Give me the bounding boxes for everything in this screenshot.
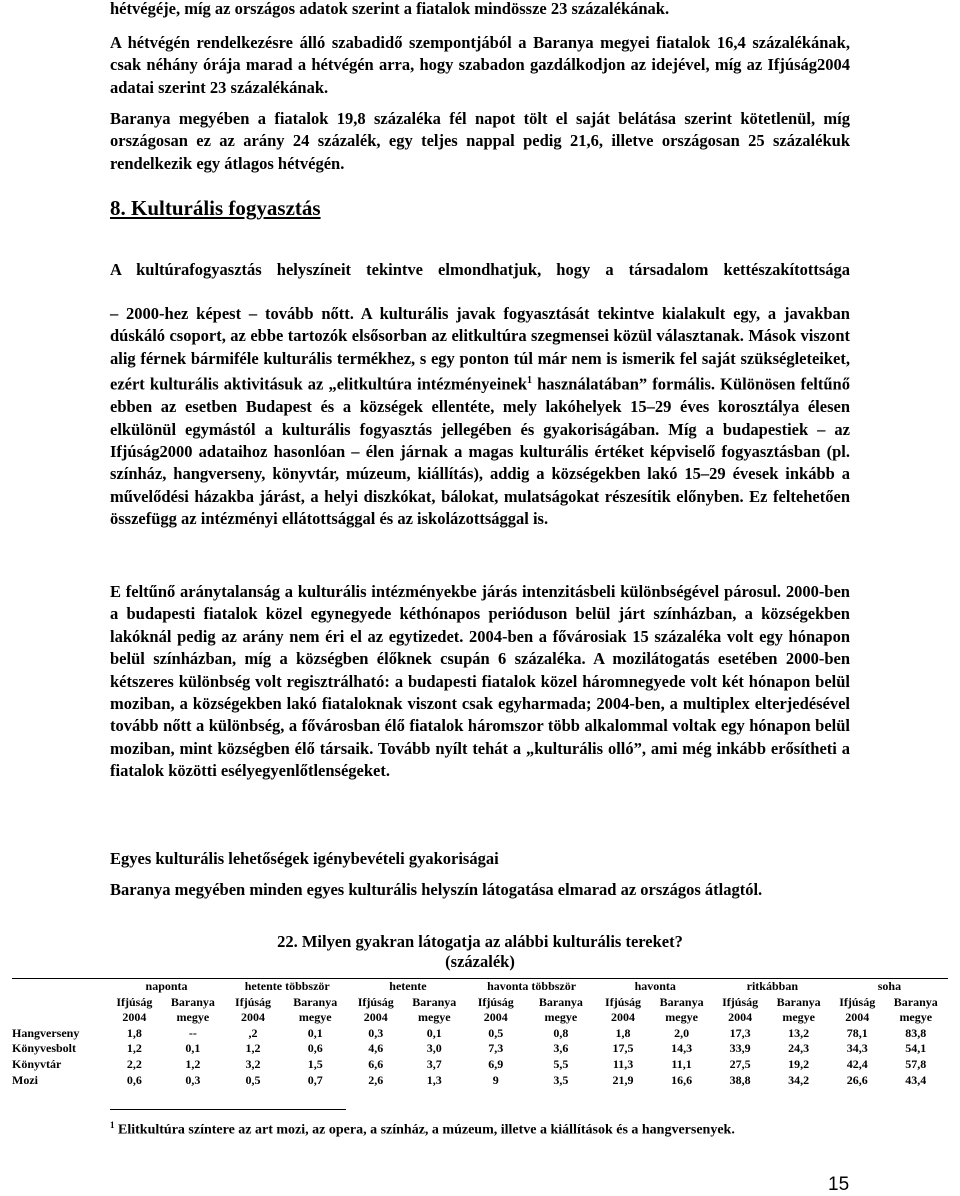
- table-title-line2: (százalék): [445, 952, 515, 971]
- table-cell: 3,0: [426, 1041, 442, 1056]
- caption-baranya: Baranya megyében minden egyes kulturális helyszín látogatása elmarad az országos átlagtól.: [110, 880, 763, 899]
- column-subheader: megye: [417, 1010, 451, 1025]
- table-subheader-row: [12, 1010, 948, 1026]
- column-subheader: megye: [782, 1010, 815, 1025]
- table-corner: [12, 1010, 108, 1026]
- table-row: [12, 1073, 948, 1089]
- column-subheader: 2004: [122, 1010, 147, 1025]
- table-cell: 13,2: [788, 1025, 810, 1040]
- table-cell: 34,2: [788, 1072, 810, 1087]
- group-header: havonta: [597, 979, 714, 995]
- group-header: hetente többször: [225, 979, 349, 995]
- footnote: [110, 1120, 735, 1139]
- table-cell: 3,2: [245, 1056, 261, 1071]
- table-cell: 2,2: [126, 1056, 142, 1071]
- table-cell: 78,1: [846, 1025, 868, 1040]
- column-subheader: Ifjúság: [605, 994, 642, 1009]
- column-subheader: 2004: [241, 1010, 266, 1025]
- table-cell: 6,6: [368, 1056, 384, 1071]
- table-group-header-row: [12, 979, 948, 995]
- row-label: Hangverseny: [12, 1025, 80, 1040]
- column-subheader: Ifjúság: [839, 994, 876, 1009]
- table-cell: 0,1: [185, 1041, 201, 1056]
- table-cell: 2,6: [368, 1072, 384, 1087]
- column-subheader: Ifjúság: [722, 994, 759, 1009]
- table-cell: 27,5: [729, 1056, 751, 1071]
- paragraph-disproportion: E feltűnő aránytalanság a kulturális intézményekbe járás intenzitásbeli különbségével párosul. 2000-ben a budapesti fiatalok közel egynegyede kéthónapos perióduson belül járt színházban, a községekben lakóknál pedig az arány nem éri el az egytizedet. 2004-ben a fővárosiak 15 százaléka volt egy hónapon belül színházban, míg a községben élőknek csupán 6 százaléka. A mozilátogatás esetében 2000-ben kétszeres különbség volt regisztrálható: a budapesti fiatalok közel háromnegyede volt két hónapon belül moziban, a községekben lakó fiataloknak viszont csak egyharmada; 2004-ben, a multiplex elterjedésével tovább nőtt a különbség, a fővárosban élő fiatalok háromszor több alkalommal voltak egy hónapon belül moziban, mint községben élő társaik. Tovább nyílt tehát a „kulturális olló”, ami még inkább erősítheti a fiatalok közötti esélyegyenlőtlenségeket.: [110, 582, 850, 781]
- table-row: [12, 1041, 948, 1057]
- table-cell: 33,9: [729, 1041, 751, 1056]
- column-subheader: 2004: [363, 1010, 388, 1025]
- paragraph-half-day: Baranya megyében a fiatalok 19,8 százaléka fél napot tölt el saját belátása szerint kötetlenül, míg országosan ez az arány 24 százalék, egy teljes nappal pedig 21,6, illetve országosan 25 százalékuk rendelkezik egy átlagos hétvégén.: [110, 109, 850, 173]
- table-cell: 19,2: [788, 1056, 810, 1071]
- column-subheader: Baranya: [293, 994, 338, 1009]
- column-subheader: 2004: [483, 1010, 508, 1025]
- table-cell: 11,3: [612, 1056, 634, 1071]
- table-cell: 26,6: [846, 1072, 868, 1087]
- table-corner: [12, 995, 108, 1011]
- table-cell: 43,4: [905, 1072, 927, 1087]
- paragraph-cultural-divide-post: használatában” formális. Különösen feltűnő ebben az esetben Budapest és a községek ellentéte, mely lakóhelyek 15–29 éves korosztálya élesen elkülönül egymástól a kulturális fogyasztás jellegében és gyakoriságában. Míg a budapestiek – az Ifjúság2000 adataihoz hasonlóan – élen járnak a magas kulturális értéket képviselő fogyasztásban (pl. színház, hangverseny, könyvtár, múzeum, kiállítás), addig a községekben lakó 15–29 évesek inkább a művelődési házakba járást, a helyi diszkókat, bálokat, mulatságokat részesítik előnyben. Ez feltehetően összefügg az intézményi ellátottsággal és az iskolázottsággal is.: [110, 374, 850, 529]
- table-cell: 0,8: [553, 1025, 569, 1040]
- section-heading: 8. Kulturális fogyasztás: [110, 196, 321, 220]
- table-title-line1: 22. Milyen gyakran látogatja az alábbi kulturális tereket?: [277, 932, 683, 951]
- table-cell: 0,3: [185, 1072, 201, 1087]
- table-cell: 38,8: [729, 1072, 751, 1087]
- table-corner: [12, 979, 108, 995]
- column-subheader: 2004: [728, 1010, 753, 1025]
- group-header: ritkábban: [714, 979, 831, 995]
- table-cell: 5,5: [553, 1056, 569, 1071]
- column-subheader: Ifjúság: [477, 994, 514, 1009]
- table-cell: 16,6: [671, 1072, 693, 1087]
- table-cell: 1,2: [185, 1056, 201, 1071]
- column-subheader: Baranya: [776, 994, 821, 1009]
- table-cell: 1,5: [307, 1056, 323, 1071]
- footnote-reference: 1: [527, 375, 532, 387]
- table-cell: 1,8: [126, 1025, 142, 1040]
- column-subheader: megye: [544, 1010, 578, 1025]
- paragraph-cultural-divide: [110, 303, 850, 531]
- table-cell: 0,3: [368, 1025, 384, 1040]
- table-cell: 0,5: [488, 1025, 504, 1040]
- table-cell: 4,6: [368, 1041, 384, 1056]
- table-cell: 0,6: [126, 1072, 142, 1087]
- table-cell: 14,3: [671, 1041, 693, 1056]
- table-cell: 3,6: [553, 1041, 569, 1056]
- culture-table: [12, 978, 948, 1088]
- table-cell: 7,3: [488, 1041, 504, 1056]
- column-subheader: Baranya: [538, 994, 583, 1009]
- table-cell: 1,3: [426, 1072, 442, 1087]
- table-cell: 24,3: [788, 1041, 810, 1056]
- footnote-text: Elitkultúra színtere az art mozi, az opera, a színház, a múzeum, illetve a kiállítások és a hangversenyek.: [114, 1122, 735, 1138]
- table-row: [12, 1026, 948, 1042]
- table-cell: 42,4: [846, 1056, 868, 1071]
- table-cell: 0,7: [307, 1072, 323, 1087]
- column-subheader: megye: [899, 1010, 933, 1025]
- table-cell: --: [188, 1025, 197, 1040]
- group-header: naponta: [108, 979, 225, 995]
- table-cell: 0,1: [426, 1025, 442, 1040]
- column-subheader: megye: [298, 1010, 332, 1025]
- table-cell: 6,9: [488, 1056, 504, 1071]
- column-subheader: Baranya: [893, 994, 938, 1009]
- row-label: Könyvesbolt: [12, 1041, 77, 1056]
- group-header: hetente: [349, 979, 466, 995]
- table-title: [110, 932, 850, 972]
- table-cell: 34,3: [846, 1041, 868, 1056]
- column-subheader: megye: [665, 1010, 698, 1025]
- column-subheader: megye: [176, 1010, 210, 1025]
- table-cell: 3,7: [426, 1056, 442, 1071]
- table-cell: 11,1: [671, 1056, 692, 1071]
- row-label: Könyvtár: [12, 1056, 62, 1071]
- table-subheader-row: [12, 995, 948, 1011]
- table-cell: 0,5: [245, 1072, 261, 1087]
- group-header: havonta többször: [466, 979, 596, 995]
- table-cell: 0,6: [307, 1041, 323, 1056]
- paragraph-consumption-lead: A kultúrafogyasztás helyszíneit tekintve elmondhatjuk, hogy a társadalom kettészakítottsága: [110, 260, 850, 279]
- column-subheader: Baranya: [412, 994, 457, 1009]
- paragraph-weekend-free-time: A hétvégén rendelkezésre álló szabadidő szempontjából a Baranya megyei fiatalok 16,4 százalékának, csak néhány órája marad a hétvégén arra, hogy szabadon gazdálkodjon az idejével, míg az Ifjúság2004 adatai szerint 23 százalékának.: [110, 33, 850, 97]
- table-cell: 57,8: [905, 1056, 927, 1071]
- table-cell: 2,0: [674, 1025, 690, 1040]
- table-row: [12, 1057, 948, 1073]
- table-cell: ,2: [248, 1025, 258, 1040]
- column-subheader: Baranya: [170, 994, 215, 1009]
- column-subheader: Ifjúság: [116, 994, 153, 1009]
- column-subheader: Ifjúság: [235, 994, 272, 1009]
- table-cell: 83,8: [905, 1025, 927, 1040]
- column-subheader: 2004: [611, 1010, 636, 1025]
- footnote-divider: [110, 1109, 346, 1110]
- table-cell: 17,5: [612, 1041, 634, 1056]
- table-cell: 54,1: [905, 1041, 927, 1056]
- page-number: 15: [828, 1174, 850, 1195]
- paragraph-intro-tail: hétvégéje, míg az országos adatok szerint a fiatalok mindössze 23 százalékának.: [110, 0, 670, 18]
- table-cell: 1,8: [615, 1025, 631, 1040]
- table-cell: 9: [492, 1072, 499, 1087]
- paragraph-cultural-divide-pre: – 2000-hez képest – tovább nőtt. A kulturális javak fogyasztását tekintve kialakult egy, a javakban dúskáló csoport, az ebbe tartozók elsősorban az elitkultúra szegmensei közül választanak. Mások viszont alig férnek bármiféle kulturális termékhez, s egy ponton túl már nem is ismerik fel saját szükségleteiket, ezért kulturális aktivitásuk az „elitkultúra intézményeinek: [110, 304, 850, 394]
- column-subheader: Baranya: [659, 994, 704, 1009]
- group-header: soha: [831, 979, 948, 995]
- table-cell: 17,3: [729, 1025, 751, 1040]
- row-label: Mozi: [12, 1072, 38, 1087]
- table-cell: 3,5: [553, 1072, 569, 1087]
- footnote-marker: 1: [110, 1120, 115, 1130]
- table-cell: 1,2: [245, 1041, 261, 1056]
- caption-frequency: Egyes kulturális lehetőségek igénybevételi gyakoriságai: [110, 849, 499, 868]
- column-subheader: 2004: [845, 1010, 870, 1025]
- column-subheader: Ifjúság: [357, 994, 394, 1009]
- table-cell: 0,1: [307, 1025, 323, 1040]
- table-cell: 1,2: [126, 1041, 142, 1056]
- table-cell: 21,9: [612, 1072, 634, 1087]
